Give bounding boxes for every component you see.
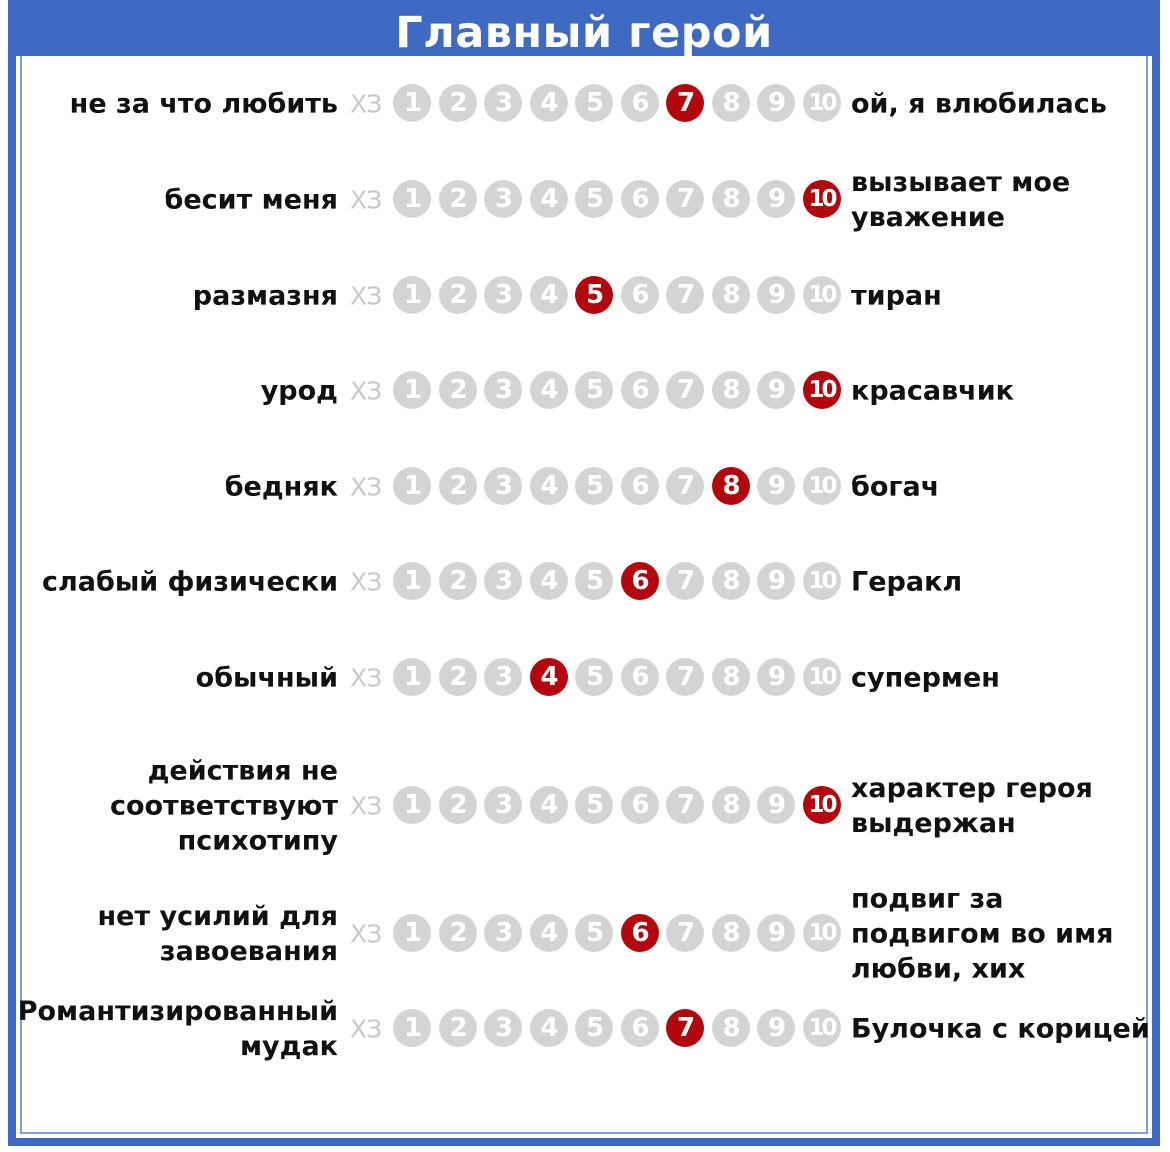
right-pole-label: характер героя выдержан: [851, 773, 1093, 839]
rating-circle[interactable]: 3: [484, 84, 522, 122]
right-pole-label: богач: [851, 471, 940, 503]
left-pole-label: слабый физически: [42, 566, 338, 598]
left-pole-label: не за что любить: [69, 88, 338, 120]
rating-circle-selected[interactable]: 7: [666, 1009, 704, 1047]
rating-circle[interactable]: 10: [803, 658, 841, 696]
unknown-option[interactable]: ХЗ: [350, 1014, 382, 1044]
rating-circle[interactable]: 3: [484, 276, 522, 314]
rating-circle[interactable]: 4: [530, 276, 568, 314]
unknown-option[interactable]: ХЗ: [350, 185, 382, 215]
right-pole-label: супермен: [851, 662, 1000, 694]
left-pole-label: бесит меня: [164, 184, 338, 216]
rating-circle[interactable]: 1: [393, 180, 431, 218]
rating-circle[interactable]: 8: [712, 1009, 750, 1047]
rating-circle[interactable]: 5: [575, 786, 613, 824]
rating-circle[interactable]: 5: [575, 371, 613, 409]
rating-circle[interactable]: 8: [712, 84, 750, 122]
rating-circle-selected[interactable]: 10: [803, 180, 841, 218]
rating-circle[interactable]: 7: [666, 276, 704, 314]
rating-circle[interactable]: 10: [803, 914, 841, 952]
right-pole-label: Булочка с корицей: [851, 1013, 1150, 1045]
rating-circle-selected[interactable]: 10: [803, 371, 841, 409]
unknown-option[interactable]: ХЗ: [350, 919, 382, 949]
rating-circle[interactable]: 3: [484, 180, 522, 218]
left-pole-label: размазня: [192, 280, 338, 312]
rating-circle[interactable]: 8: [712, 562, 750, 600]
rating-circle-selected[interactable]: 5: [575, 276, 613, 314]
right-pole-label: ой, я влюбилась: [851, 88, 1107, 120]
rating-circle[interactable]: 10: [803, 467, 841, 505]
rating-circle[interactable]: 3: [484, 658, 522, 696]
rating-circle[interactable]: 1: [393, 84, 431, 122]
unknown-option[interactable]: ХЗ: [350, 376, 382, 406]
rating-circle[interactable]: 6: [621, 1009, 659, 1047]
rating-circle[interactable]: 4: [530, 180, 568, 218]
rating-circle[interactable]: 8: [712, 276, 750, 314]
rating-circle[interactable]: 9: [757, 658, 795, 696]
rating-circle[interactable]: 8: [712, 371, 750, 409]
rating-circle[interactable]: 7: [666, 371, 704, 409]
page-title: Главный герой: [395, 8, 773, 58]
rating-circle[interactable]: 1: [393, 371, 431, 409]
rating-circle[interactable]: 9: [757, 276, 795, 314]
rating-circle[interactable]: 8: [712, 786, 750, 824]
rating-circle[interactable]: 4: [530, 562, 568, 600]
rating-circle-selected[interactable]: 6: [621, 914, 659, 952]
rating-circle[interactable]: 7: [666, 786, 704, 824]
rating-circle[interactable]: 5: [575, 658, 613, 696]
rating-circle[interactable]: 9: [757, 371, 795, 409]
rating-circle[interactable]: 6: [621, 467, 659, 505]
right-pole-label: Геракл: [851, 566, 963, 598]
left-pole-label: обычный: [195, 662, 338, 694]
unknown-option[interactable]: ХЗ: [350, 472, 382, 502]
rating-circle[interactable]: 1: [393, 786, 431, 824]
rating-circle[interactable]: 2: [439, 786, 477, 824]
rating-circle[interactable]: 8: [712, 658, 750, 696]
rating-circle[interactable]: 7: [666, 658, 704, 696]
rating-circle-selected[interactable]: 8: [712, 467, 750, 505]
rating-circle[interactable]: 2: [439, 467, 477, 505]
rating-circle[interactable]: 1: [393, 276, 431, 314]
rating-circle[interactable]: 9: [757, 180, 795, 218]
rating-circle[interactable]: 9: [757, 84, 795, 122]
rating-circle[interactable]: 3: [484, 371, 522, 409]
rating-circle[interactable]: 9: [757, 786, 795, 824]
rating-circle[interactable]: 2: [439, 658, 477, 696]
rating-circle[interactable]: 10: [803, 84, 841, 122]
unknown-option[interactable]: ХЗ: [350, 89, 382, 119]
rating-circle[interactable]: 6: [621, 658, 659, 696]
rating-circle[interactable]: 2: [439, 914, 477, 952]
rating-circle[interactable]: 6: [621, 180, 659, 218]
rating-circle[interactable]: 4: [530, 467, 568, 505]
rating-circle-selected[interactable]: 7: [666, 84, 704, 122]
left-pole-label: Романтизированный мудак: [17, 996, 338, 1062]
rating-circle[interactable]: 2: [439, 276, 477, 314]
rating-circle[interactable]: 9: [757, 467, 795, 505]
rating-circle[interactable]: 7: [666, 562, 704, 600]
left-pole-label: нет усилий для завоевания: [97, 901, 338, 967]
rating-circle[interactable]: 5: [575, 84, 613, 122]
rating-circle[interactable]: 6: [621, 276, 659, 314]
rating-circle[interactable]: 7: [666, 180, 704, 218]
rating-circle[interactable]: 5: [575, 914, 613, 952]
unknown-option[interactable]: ХЗ: [350, 791, 382, 821]
unknown-option[interactable]: ХЗ: [350, 567, 382, 597]
unknown-option[interactable]: ХЗ: [350, 281, 382, 311]
header-bar: [8, 0, 1160, 56]
right-pole-label: красавчик: [851, 375, 1014, 407]
rating-circle[interactable]: 3: [484, 562, 522, 600]
right-pole-label: подвиг за подвигом во имя любви, хих: [851, 883, 1114, 985]
rating-circle[interactable]: 6: [621, 371, 659, 409]
rating-circle[interactable]: 5: [575, 180, 613, 218]
rating-circle[interactable]: 1: [393, 1009, 431, 1047]
rating-circle[interactable]: 3: [484, 914, 522, 952]
rating-circle[interactable]: 2: [439, 1009, 477, 1047]
rating-circle[interactable]: 3: [484, 1009, 522, 1047]
rating-circle-selected[interactable]: 10: [803, 786, 841, 824]
rating-circle[interactable]: 8: [712, 180, 750, 218]
rating-circle[interactable]: 4: [530, 914, 568, 952]
rating-circle[interactable]: 1: [393, 658, 431, 696]
rating-circle[interactable]: 4: [530, 371, 568, 409]
rating-circle[interactable]: 5: [575, 1009, 613, 1047]
rating-circle[interactable]: 9: [757, 1009, 795, 1047]
rating-circle[interactable]: 2: [439, 180, 477, 218]
rating-circle[interactable]: 10: [803, 276, 841, 314]
rating-circle[interactable]: 5: [575, 467, 613, 505]
rating-circle[interactable]: 4: [530, 1009, 568, 1047]
rating-circle[interactable]: 10: [803, 562, 841, 600]
rating-circle[interactable]: 10: [803, 1009, 841, 1047]
left-pole-label: действия не соответствуют психотипу: [109, 755, 338, 857]
rating-circle[interactable]: 2: [439, 84, 477, 122]
rating-circle[interactable]: 1: [393, 562, 431, 600]
rating-circle[interactable]: 2: [439, 371, 477, 409]
rating-circle[interactable]: 3: [484, 786, 522, 824]
right-pole-label: вызывает мое уважение: [851, 167, 1071, 233]
rating-circle[interactable]: 5: [575, 562, 613, 600]
rating-circle[interactable]: 4: [530, 786, 568, 824]
rating-circle[interactable]: 2: [439, 562, 477, 600]
rating-circle[interactable]: 3: [484, 467, 522, 505]
rating-circle[interactable]: 9: [757, 562, 795, 600]
rating-circle-selected[interactable]: 4: [530, 658, 568, 696]
rating-circle[interactable]: 1: [393, 467, 431, 505]
rating-circle-selected[interactable]: 6: [621, 562, 659, 600]
rating-circle[interactable]: 9: [757, 914, 795, 952]
rating-circle[interactable]: 7: [666, 914, 704, 952]
rating-circle[interactable]: 6: [621, 84, 659, 122]
left-pole-label: урод: [260, 375, 338, 407]
unknown-option[interactable]: ХЗ: [350, 663, 382, 693]
left-pole-label: бедняк: [224, 471, 338, 503]
rating-circle[interactable]: 1: [393, 914, 431, 952]
rating-circle[interactable]: 8: [712, 914, 750, 952]
rating-circle[interactable]: 7: [666, 467, 704, 505]
rating-circle[interactable]: 6: [621, 786, 659, 824]
rating-circle[interactable]: 4: [530, 84, 568, 122]
right-pole-label: тиран: [851, 280, 942, 312]
